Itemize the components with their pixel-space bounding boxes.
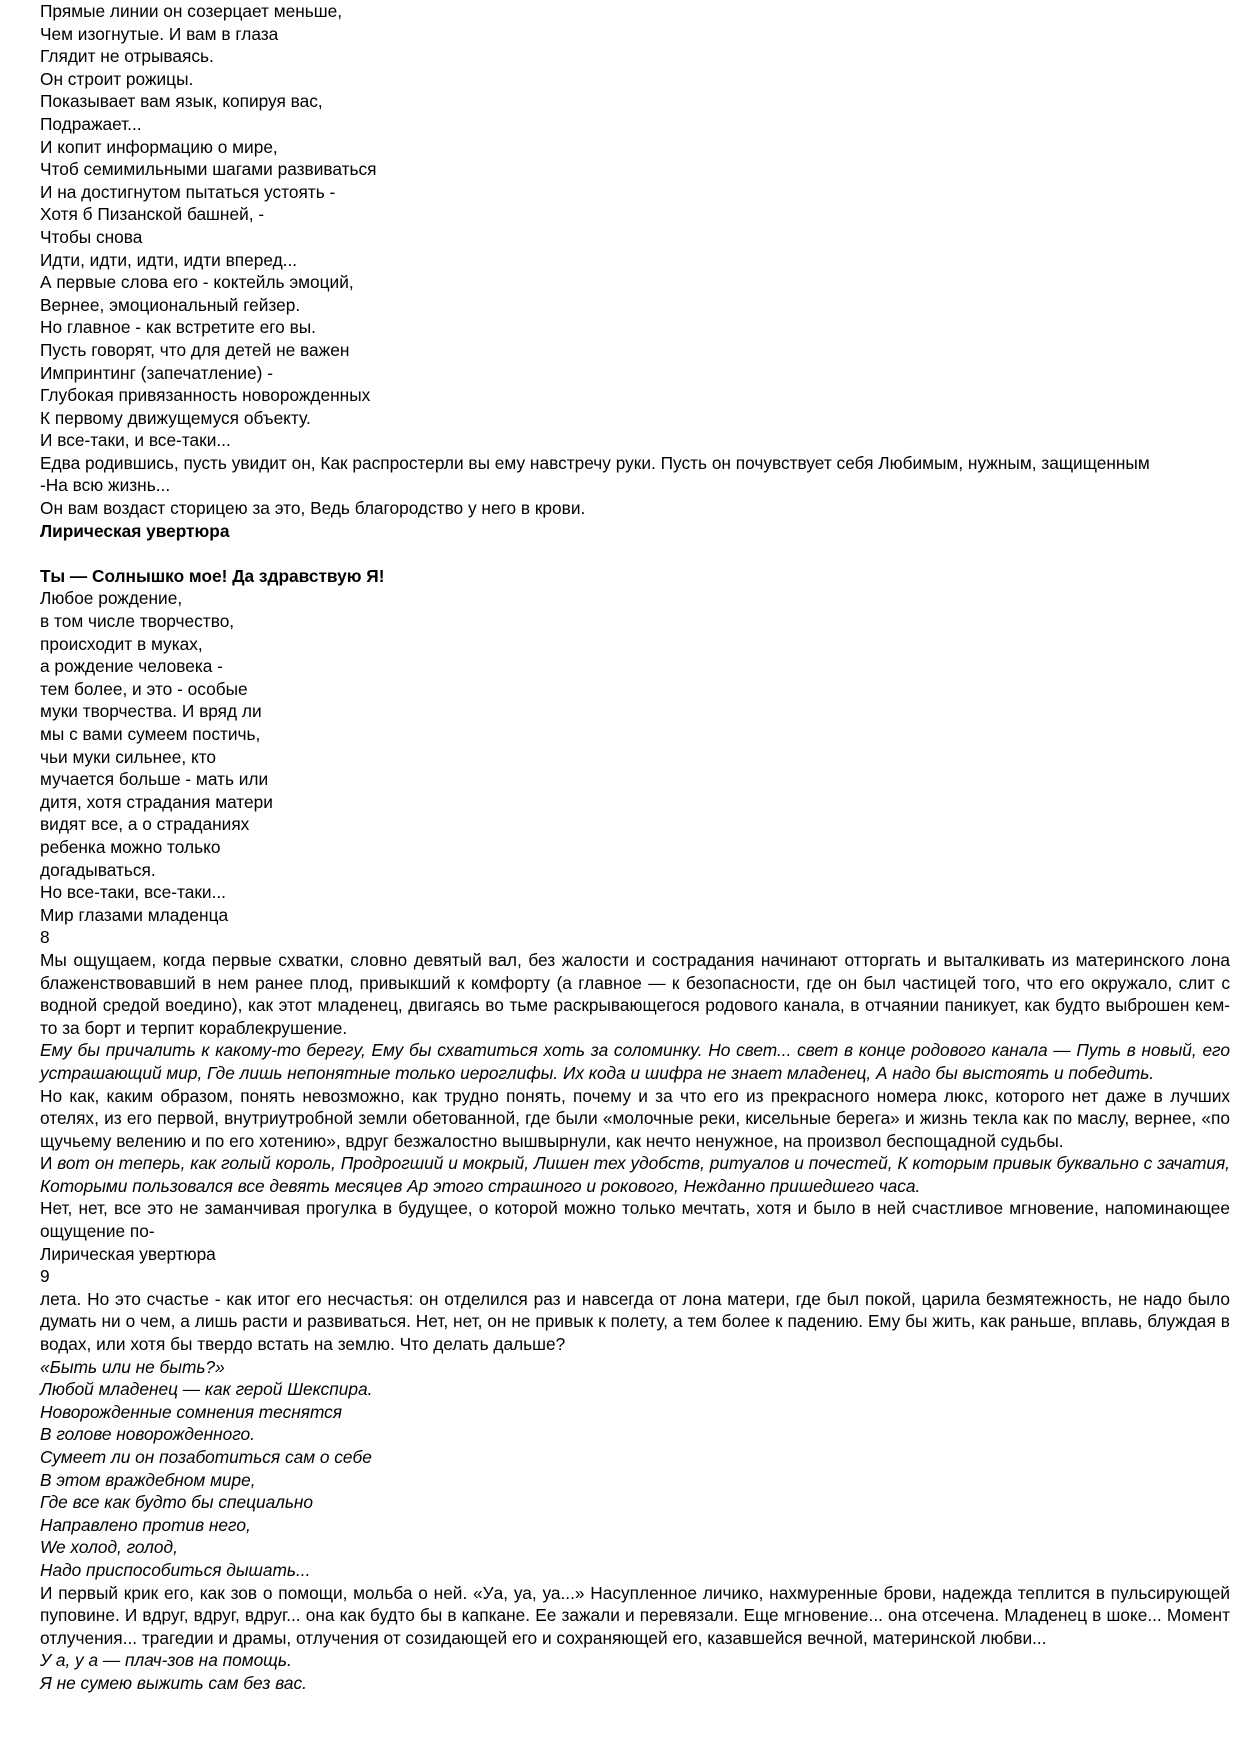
verse-line: И копит информацию о мире, <box>40 136 278 157</box>
page-number: 9 <box>40 1266 50 1287</box>
verse-line: ребенка можно только <box>40 836 221 857</box>
mixed-paragraph <box>40 1152 1230 1197</box>
verse-line: Любой младенец — как герой Шекспира. <box>40 1379 373 1400</box>
verse-line-life: -На всю жизнь... <box>40 475 171 496</box>
verse-line: У а, у а — плач-зов на помощь. <box>40 1650 292 1671</box>
verse-line: Новорожденные сомнения теснятся <box>40 1401 343 1422</box>
verse-line: Глядит не отрываясь. <box>40 46 214 67</box>
verse-line: дитя, хотя страдания матери <box>40 791 273 812</box>
section-heading: Лирическая увертюра <box>40 520 230 541</box>
verse-line: В голове новорожденного. <box>40 1424 255 1445</box>
verse-line: Хотя б Пизанской башней, - <box>40 204 265 225</box>
verse-line: Чем изогнутые. И вам в глаза <box>40 23 279 44</box>
verse-line: Идти, идти, идти, идти вперед... <box>40 249 298 270</box>
verse-line: И все-таки, и все-таки... <box>40 430 231 451</box>
verse-line: Сумеет ли он позаботиться сам о себе <box>40 1447 372 1467</box>
verse-line: Но все-таки, все-таки... <box>40 882 226 903</box>
verse-line: видят все, а о страданиях <box>40 814 250 835</box>
verse-line: муки творчества. И вряд ли <box>40 701 262 722</box>
paragraph-lead: И <box>40 1153 58 1174</box>
verse-line: Любое рождение, <box>40 588 183 609</box>
verse-line: We холод, голод, <box>40 1537 178 1558</box>
blank-line <box>40 542 1240 565</box>
verse-line: Надо приспособиться дышать... <box>40 1559 311 1580</box>
verse-line: Показывает вам язык, копируя вас, <box>40 91 323 112</box>
verse-line: а рождение человека - <box>40 656 223 677</box>
running-head: Лирическая увертюра <box>40 1243 216 1264</box>
chapter-title: Ты — Солнышко мое! Да здравствую Я! <box>40 565 385 586</box>
verse-line: Направлено против него, <box>40 1514 251 1535</box>
verse-line: И на достигнутом пытаться устоять - <box>40 181 336 202</box>
verse-line: К первому движущемуся объекту. <box>40 407 311 428</box>
verse-line: Где все как будто бы специально <box>40 1492 314 1513</box>
verse-line: Глубокая привязанность новорожденных <box>40 385 371 406</box>
verse-line: Пусть говорят, что для детей не важен <box>40 339 350 360</box>
poem-section-4 <box>40 1649 1240 1694</box>
verse-line: Он строит рожицы. <box>40 68 194 89</box>
verse-line: чьи муки сильнее, кто <box>40 746 217 767</box>
poem-section-1 <box>40 0 1240 452</box>
verse-line: «Быть или не быть?» <box>40 1356 225 1377</box>
paragraph: лета. Но это счастье - как итог его несчастья: он отделился раз и навсегда от лона матери, где был покой, царила безмятежность, не надо было думать ни о чем, а лишь расти и развиваться. Нет, нет, он не привык к полету, а тем более к падению. Ему бы жить, как раньше, вплавь, блуждая в водах, или хотя бы твердо встать на землю. Что делать дальше? <box>40 1288 1230 1355</box>
verse-line: мучается больше - мать или <box>40 769 269 790</box>
verse-line: Чтоб семимильными шагами развиваться <box>40 159 377 180</box>
verse-line: тем более, и это - особые <box>40 678 248 699</box>
verse-line: Прямые линии он созерцает меньше, <box>40 1 343 21</box>
paragraph-italic-text: вот он теперь, как голый король, Продрогший и мокрый, Лишен тех удобств, ритуалов и почестей, К которым привык буквально с зачатия, Которыми пользовался все девять месяцев Ар этого страшного и рокового, Нежданно пришедшего часа. <box>40 1153 1230 1196</box>
poem-section-2 <box>40 587 1240 949</box>
italic-paragraph: Ему бы причалить к какому-то берегу, Ему бы схватиться хоть за соломинку. Но свет... свет в конце родового канала — Путь в новый, его устрашающий мир, Где лишь непонятные только иероглифы. Их кода и шифра не знает младенец, А надо бы выстоять и победить. <box>40 1040 1230 1083</box>
verse-line: догадываться. <box>40 859 156 880</box>
verse-line: Импринтинг (запечатление) - <box>40 362 273 383</box>
verse-line-repay: Он вам воздаст сторицею за это, Ведь благородство у него в крови. <box>40 498 586 519</box>
paragraph: Мы ощущаем, когда первые схватки, словно девятый вал, без жалости и сострадания начинают отторгать и выталкивать из материнского лона блаженствовавший в нем ранее плод, привыкший к комфорту (а главное — к безопасности, где он был частицей того, что его окружало, слит с водной средой воедино), как этот младенец, двигаясь во тьме раскрывающегося родового канала, в отчаянии паникует, как будто выброшен кем-то за борт и терпит кораблекрушение. <box>40 949 1230 1038</box>
document-page <box>40 0 1240 1695</box>
paragraph: Но как, каким образом, понять невозможно, как трудно понять, почему и за что его из прекрасного номера люкс, которого нет даже в лучших отелях, из его первой, внутриутробной земли обетованной, где были «молочные реки, кисельные берега» и жизнь текла как по маслу, вернее, «по щучьему велению и по его хотению», вдруг безжалостно вышвырнули, как нечто ненужное, на произвол беспощадной судьбы. <box>40 1085 1230 1151</box>
page-number: 8 <box>40 927 50 948</box>
verse-line: происходит в муках, <box>40 633 203 654</box>
verse-line: мы с вами сумеем постичь, <box>40 724 261 744</box>
verse-line: Я не сумею выжить сам без вас. <box>40 1672 307 1693</box>
verse-line: А первые слова его - коктейль эмоций, <box>40 272 354 293</box>
verse-line: Чтобы снова <box>40 226 143 247</box>
running-head: Мир глазами младенца <box>40 904 229 925</box>
paragraph: Нет, нет, все это не заманчивая прогулка в будущее, о которой можно только мечтать, хотя и было в ней счастливое мгновение, напоминающее ощущение по- <box>40 1198 1230 1242</box>
poem-section-3 <box>40 1356 1240 1582</box>
verse-line: Вернее, эмоциональный гейзер. <box>40 294 301 315</box>
verse-line: Подражает... <box>40 113 142 134</box>
paragraph: И первый крик его, как зов о помощи, мольба о ней. «Уа, уа, уа...» Насупленное личико, нахмуренные брови, надежда теплится в пульсирующей пуповине. И вдруг, вдруг, вдруг... она как будто бы в капкане. Ее зажали и перевязали. Еще мгновение... она отсечена. Младенец в шоке... Момент отлучения... трагедии и драмы, отлучения от созидающей его и сохраняющей его, казавшейся вечной, материнской любви... <box>40 1582 1230 1648</box>
verse-line-born: Едва родившись, пусть увидит он, Как распростерли вы ему навстречу руки. Пусть он почувствует себя Любимым, нужным, защищенным <box>40 452 1150 473</box>
verse-line: Но главное - как встретите его вы. <box>40 317 316 338</box>
verse-line: В этом враждебном мире, <box>40 1469 256 1490</box>
verse-line: в том числе творчество, <box>40 611 235 632</box>
